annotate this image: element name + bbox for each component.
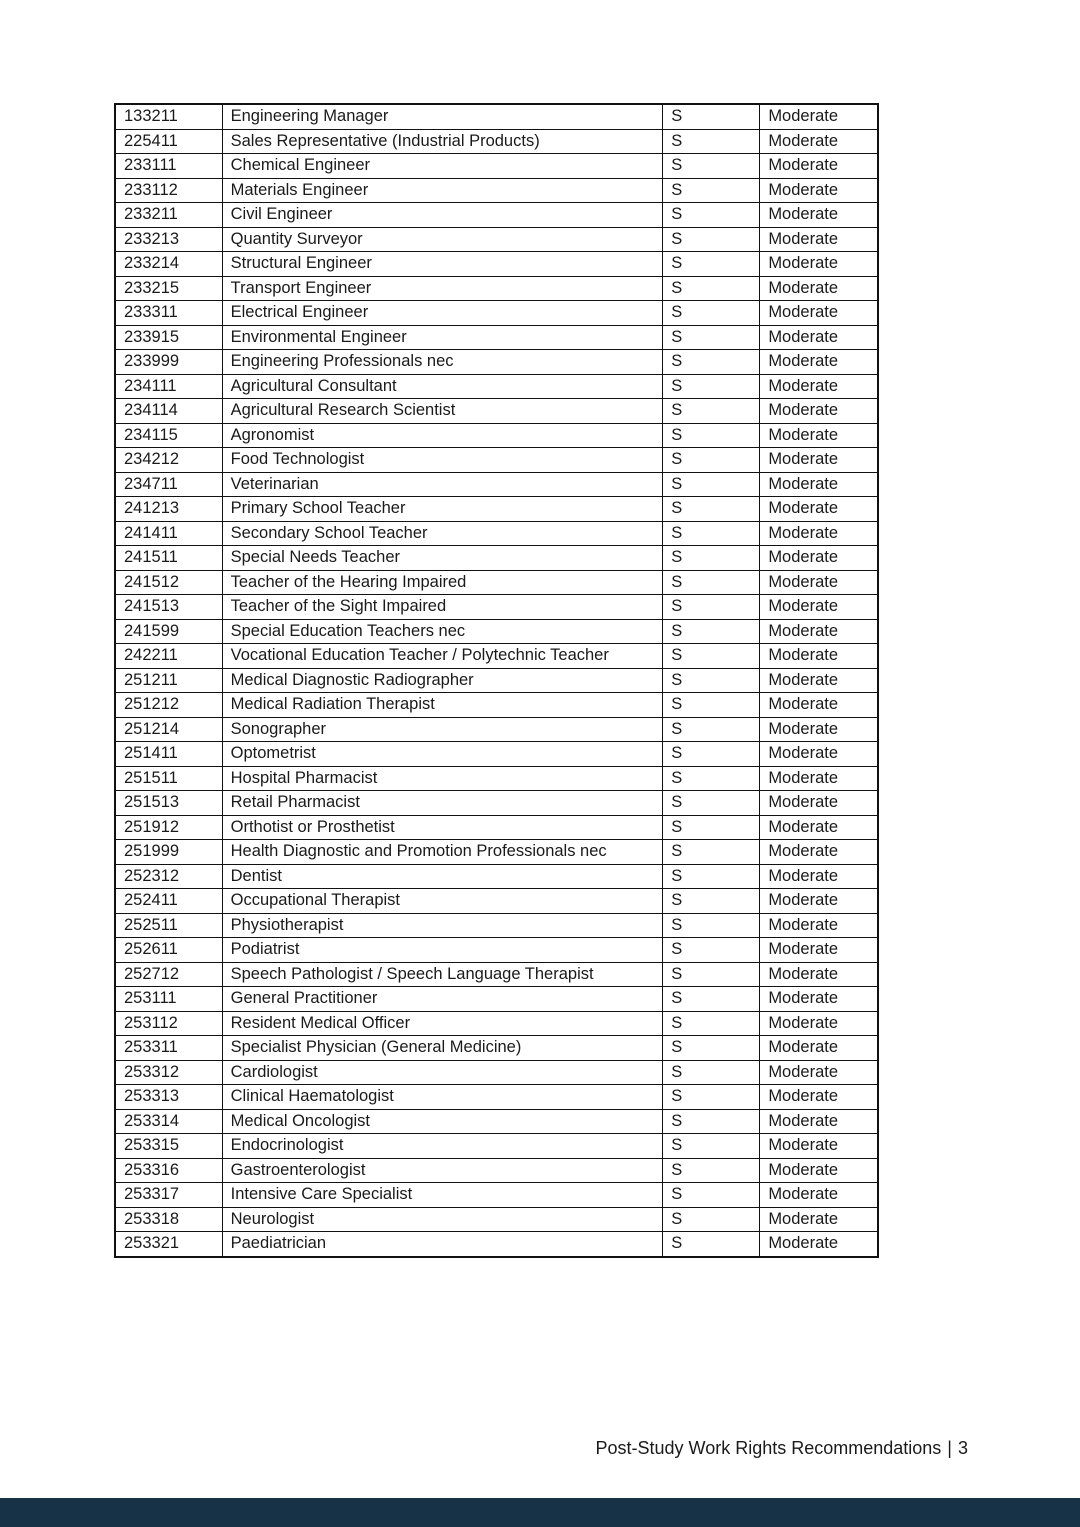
table-row	[115, 1036, 878, 1061]
level-cell: Moderate	[760, 1036, 878, 1061]
occupation-name-cell: Environmental Engineer	[222, 325, 663, 350]
table-row	[115, 276, 878, 301]
occupation-name-cell: General Practitioner	[222, 987, 663, 1012]
occupation-name-cell: Health Diagnostic and Promotion Professionals nec	[222, 840, 663, 865]
occupation-code-cell: 251912	[115, 815, 222, 840]
level-cell: Moderate	[760, 791, 878, 816]
occupation-name-cell: Teacher of the Sight Impaired	[222, 595, 663, 620]
list-type-cell: S	[663, 595, 760, 620]
table-row	[115, 399, 878, 424]
list-type-cell: S	[663, 1207, 760, 1232]
list-type-cell: S	[663, 717, 760, 742]
occupation-code-cell: 252411	[115, 889, 222, 914]
occupation-name-cell: Electrical Engineer	[222, 301, 663, 326]
table-row	[115, 693, 878, 718]
occupation-name-cell: Sonographer	[222, 717, 663, 742]
footer-title: Post-Study Work Rights Recommendations	[595, 1438, 942, 1458]
level-cell: Moderate	[760, 1109, 878, 1134]
occupation-name-cell: Medical Diagnostic Radiographer	[222, 668, 663, 693]
occupation-code-cell: 252312	[115, 864, 222, 889]
list-type-cell: S	[663, 1036, 760, 1061]
level-cell: Moderate	[760, 1134, 878, 1159]
level-cell: Moderate	[760, 889, 878, 914]
table-row	[115, 717, 878, 742]
table-row	[115, 1011, 878, 1036]
list-type-cell: S	[663, 668, 760, 693]
list-type-cell: S	[663, 742, 760, 767]
level-cell: Moderate	[760, 546, 878, 571]
occupation-name-cell: Intensive Care Specialist	[222, 1183, 663, 1208]
occupation-name-cell: Physiotherapist	[222, 913, 663, 938]
list-type-cell: S	[663, 693, 760, 718]
list-type-cell: S	[663, 1232, 760, 1257]
level-cell: Moderate	[760, 693, 878, 718]
occupation-code-cell: 233112	[115, 178, 222, 203]
level-cell: Moderate	[760, 1183, 878, 1208]
level-cell: Moderate	[760, 276, 878, 301]
occupation-table-body	[115, 104, 878, 1257]
level-cell: Moderate	[760, 497, 878, 522]
list-type-cell: S	[663, 178, 760, 203]
occupation-code-cell: 233215	[115, 276, 222, 301]
occupation-name-cell: Sales Representative (Industrial Products)	[222, 129, 663, 154]
occupation-code-cell: 253111	[115, 987, 222, 1012]
occupation-code-cell: 241599	[115, 619, 222, 644]
occupation-code-cell: 251513	[115, 791, 222, 816]
table-row	[115, 987, 878, 1012]
list-type-cell: S	[663, 104, 760, 129]
occupation-name-cell: Optometrist	[222, 742, 663, 767]
level-cell: Moderate	[760, 129, 878, 154]
occupation-name-cell: Veterinarian	[222, 472, 663, 497]
table-row	[115, 1207, 878, 1232]
list-type-cell: S	[663, 276, 760, 301]
table-row	[115, 815, 878, 840]
level-cell: Moderate	[760, 178, 878, 203]
list-type-cell: S	[663, 1158, 760, 1183]
list-type-cell: S	[663, 1183, 760, 1208]
level-cell: Moderate	[760, 1060, 878, 1085]
list-type-cell: S	[663, 815, 760, 840]
list-type-cell: S	[663, 423, 760, 448]
list-type-cell: S	[663, 350, 760, 375]
table-row	[115, 129, 878, 154]
table-row	[115, 1109, 878, 1134]
table-row	[115, 178, 878, 203]
occupation-code-cell: 233915	[115, 325, 222, 350]
occupation-name-cell: Gastroenterologist	[222, 1158, 663, 1183]
occupation-name-cell: Dentist	[222, 864, 663, 889]
occupation-code-cell: 234114	[115, 399, 222, 424]
list-type-cell: S	[663, 791, 760, 816]
level-cell: Moderate	[760, 1207, 878, 1232]
occupation-name-cell: Civil Engineer	[222, 203, 663, 228]
occupation-name-cell: Neurologist	[222, 1207, 663, 1232]
table-row	[115, 889, 878, 914]
occupation-name-cell: Occupational Therapist	[222, 889, 663, 914]
table-row	[115, 1085, 878, 1110]
occupation-name-cell: Orthotist or Prosthetist	[222, 815, 663, 840]
occupation-name-cell: Special Needs Teacher	[222, 546, 663, 571]
level-cell: Moderate	[760, 1085, 878, 1110]
occupation-code-cell: 253317	[115, 1183, 222, 1208]
table-row	[115, 350, 878, 375]
page-number: 3	[957, 1438, 968, 1458]
occupation-name-cell: Endocrinologist	[222, 1134, 663, 1159]
level-cell: Moderate	[760, 1232, 878, 1257]
occupation-code-cell: 253313	[115, 1085, 222, 1110]
list-type-cell: S	[663, 962, 760, 987]
table-row	[115, 619, 878, 644]
table-row	[115, 104, 878, 129]
table-row	[115, 227, 878, 252]
occupation-code-cell: 241213	[115, 497, 222, 522]
level-cell: Moderate	[760, 448, 878, 473]
table-row	[115, 570, 878, 595]
table-row	[115, 325, 878, 350]
occupation-code-cell: 253311	[115, 1036, 222, 1061]
level-cell: Moderate	[760, 987, 878, 1012]
table-row	[115, 1183, 878, 1208]
occupation-code-cell: 241513	[115, 595, 222, 620]
occupation-code-cell: 251212	[115, 693, 222, 718]
level-cell: Moderate	[760, 766, 878, 791]
occupation-code-cell: 251511	[115, 766, 222, 791]
list-type-cell: S	[663, 766, 760, 791]
occupation-name-cell: Special Education Teachers nec	[222, 619, 663, 644]
occupation-name-cell: Engineering Manager	[222, 104, 663, 129]
occupation-code-cell: 252712	[115, 962, 222, 987]
footer-separator: |	[947, 1438, 952, 1458]
occupation-code-cell: 241511	[115, 546, 222, 571]
occupation-name-cell: Agricultural Research Scientist	[222, 399, 663, 424]
occupation-code-cell: 233311	[115, 301, 222, 326]
occupation-name-cell: Structural Engineer	[222, 252, 663, 277]
table-row	[115, 791, 878, 816]
occupation-name-cell: Retail Pharmacist	[222, 791, 663, 816]
occupation-name-cell: Medical Radiation Therapist	[222, 693, 663, 718]
occupation-code-cell: 234711	[115, 472, 222, 497]
level-cell: Moderate	[760, 521, 878, 546]
table-row	[115, 938, 878, 963]
occupation-code-cell: 253314	[115, 1109, 222, 1134]
list-type-cell: S	[663, 448, 760, 473]
occupation-code-cell: 251214	[115, 717, 222, 742]
occupation-name-cell: Agronomist	[222, 423, 663, 448]
occupation-code-cell: 133211	[115, 104, 222, 129]
table-row	[115, 962, 878, 987]
list-type-cell: S	[663, 374, 760, 399]
occupation-code-cell: 225411	[115, 129, 222, 154]
level-cell: Moderate	[760, 1011, 878, 1036]
list-type-cell: S	[663, 399, 760, 424]
level-cell: Moderate	[760, 742, 878, 767]
occupation-code-cell: 251999	[115, 840, 222, 865]
occupation-code-cell: 251411	[115, 742, 222, 767]
list-type-cell: S	[663, 325, 760, 350]
level-cell: Moderate	[760, 864, 878, 889]
level-cell: Moderate	[760, 252, 878, 277]
occupation-code-cell: 233111	[115, 154, 222, 179]
occupation-name-cell: Resident Medical Officer	[222, 1011, 663, 1036]
table-row	[115, 1158, 878, 1183]
list-type-cell: S	[663, 913, 760, 938]
list-type-cell: S	[663, 252, 760, 277]
table-row	[115, 1232, 878, 1257]
table-row	[115, 1060, 878, 1085]
occupation-code-cell: 233999	[115, 350, 222, 375]
occupation-code-cell: 252511	[115, 913, 222, 938]
table-row	[115, 301, 878, 326]
table-row	[115, 644, 878, 669]
list-type-cell: S	[663, 1109, 760, 1134]
level-cell: Moderate	[760, 325, 878, 350]
level-cell: Moderate	[760, 227, 878, 252]
list-type-cell: S	[663, 227, 760, 252]
list-type-cell: S	[663, 570, 760, 595]
list-type-cell: S	[663, 129, 760, 154]
occupation-table	[114, 103, 879, 1258]
occupation-code-cell: 241512	[115, 570, 222, 595]
table-row	[115, 742, 878, 767]
table-row	[115, 840, 878, 865]
list-type-cell: S	[663, 889, 760, 914]
occupation-name-cell: Paediatrician	[222, 1232, 663, 1257]
list-type-cell: S	[663, 840, 760, 865]
occupation-name-cell: Secondary School Teacher	[222, 521, 663, 546]
occupation-name-cell: Agricultural Consultant	[222, 374, 663, 399]
table-row	[115, 423, 878, 448]
list-type-cell: S	[663, 301, 760, 326]
level-cell: Moderate	[760, 374, 878, 399]
occupation-code-cell: 241411	[115, 521, 222, 546]
list-type-cell: S	[663, 644, 760, 669]
list-type-cell: S	[663, 497, 760, 522]
table-row	[115, 374, 878, 399]
level-cell: Moderate	[760, 840, 878, 865]
occupation-name-cell: Primary School Teacher	[222, 497, 663, 522]
occupation-name-cell: Speech Pathologist / Speech Language Therapist	[222, 962, 663, 987]
list-type-cell: S	[663, 987, 760, 1012]
list-type-cell: S	[663, 546, 760, 571]
level-cell: Moderate	[760, 423, 878, 448]
level-cell: Moderate	[760, 1158, 878, 1183]
level-cell: Moderate	[760, 472, 878, 497]
level-cell: Moderate	[760, 668, 878, 693]
table-row	[115, 668, 878, 693]
occupation-code-cell: 233213	[115, 227, 222, 252]
table-row	[115, 521, 878, 546]
list-type-cell: S	[663, 1134, 760, 1159]
occupation-code-cell: 251211	[115, 668, 222, 693]
list-type-cell: S	[663, 938, 760, 963]
occupation-name-cell: Vocational Education Teacher / Polytechnic Teacher	[222, 644, 663, 669]
list-type-cell: S	[663, 154, 760, 179]
list-type-cell: S	[663, 521, 760, 546]
level-cell: Moderate	[760, 717, 878, 742]
level-cell: Moderate	[760, 399, 878, 424]
occupation-name-cell: Podiatrist	[222, 938, 663, 963]
table-row	[115, 913, 878, 938]
occupation-code-cell: 234111	[115, 374, 222, 399]
table-row	[115, 766, 878, 791]
table-row	[115, 203, 878, 228]
occupation-name-cell: Teacher of the Hearing Impaired	[222, 570, 663, 595]
list-type-cell: S	[663, 619, 760, 644]
level-cell: Moderate	[760, 301, 878, 326]
level-cell: Moderate	[760, 913, 878, 938]
table-row	[115, 546, 878, 571]
occupation-code-cell: 253312	[115, 1060, 222, 1085]
occupation-code-cell: 253316	[115, 1158, 222, 1183]
occupation-name-cell: Clinical Haematologist	[222, 1085, 663, 1110]
list-type-cell: S	[663, 472, 760, 497]
table-row	[115, 472, 878, 497]
occupation-name-cell: Hospital Pharmacist	[222, 766, 663, 791]
occupation-code-cell: 253112	[115, 1011, 222, 1036]
occupation-code-cell: 253315	[115, 1134, 222, 1159]
level-cell: Moderate	[760, 815, 878, 840]
table-row	[115, 497, 878, 522]
level-cell: Moderate	[760, 595, 878, 620]
occupation-code-cell: 242211	[115, 644, 222, 669]
level-cell: Moderate	[760, 570, 878, 595]
table-row	[115, 448, 878, 473]
table-row	[115, 864, 878, 889]
table-row	[115, 154, 878, 179]
level-cell: Moderate	[760, 962, 878, 987]
list-type-cell: S	[663, 1085, 760, 1110]
list-type-cell: S	[663, 203, 760, 228]
table-row	[115, 252, 878, 277]
level-cell: Moderate	[760, 203, 878, 228]
page-footer	[595, 1438, 968, 1459]
occupation-code-cell: 234212	[115, 448, 222, 473]
level-cell: Moderate	[760, 154, 878, 179]
level-cell: Moderate	[760, 104, 878, 129]
level-cell: Moderate	[760, 350, 878, 375]
occupation-code-cell: 253318	[115, 1207, 222, 1232]
level-cell: Moderate	[760, 938, 878, 963]
level-cell: Moderate	[760, 644, 878, 669]
footer-band	[0, 1498, 1080, 1527]
occupation-code-cell: 252611	[115, 938, 222, 963]
occupation-name-cell: Chemical Engineer	[222, 154, 663, 179]
list-type-cell: S	[663, 864, 760, 889]
occupation-name-cell: Transport Engineer	[222, 276, 663, 301]
occupation-name-cell: Engineering Professionals nec	[222, 350, 663, 375]
occupation-name-cell: Cardiologist	[222, 1060, 663, 1085]
occupation-code-cell: 233214	[115, 252, 222, 277]
occupation-code-cell: 234115	[115, 423, 222, 448]
level-cell: Moderate	[760, 619, 878, 644]
list-type-cell: S	[663, 1011, 760, 1036]
occupation-name-cell: Food Technologist	[222, 448, 663, 473]
occupation-name-cell: Specialist Physician (General Medicine)	[222, 1036, 663, 1061]
table-row	[115, 1134, 878, 1159]
list-type-cell: S	[663, 1060, 760, 1085]
occupation-code-cell: 233211	[115, 203, 222, 228]
table-row	[115, 595, 878, 620]
occupation-name-cell: Medical Oncologist	[222, 1109, 663, 1134]
occupation-name-cell: Materials Engineer	[222, 178, 663, 203]
occupation-code-cell: 253321	[115, 1232, 222, 1257]
occupation-name-cell: Quantity Surveyor	[222, 227, 663, 252]
